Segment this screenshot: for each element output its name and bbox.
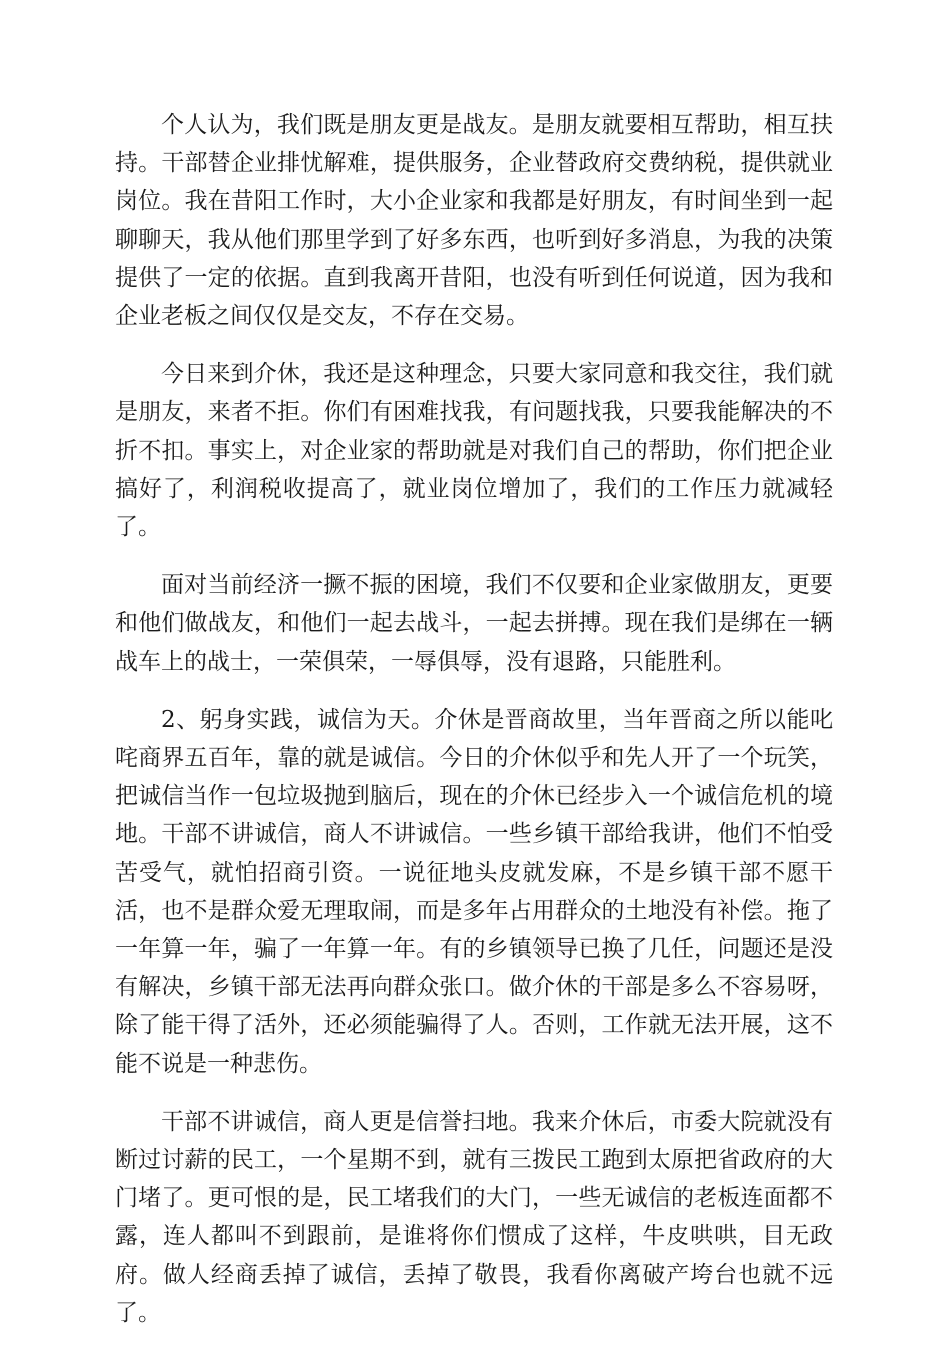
- document-body: [115, 106, 833, 1352]
- paragraph-economic-difficulty: 面对当前经济一撅不振的困境，我们不仅要和企业家做朋友，更要和他们做战友，和他们一起去战斗，一起去拼搏。现在我们是绑在一辆战车上的战士，一荣俱荣，一辱俱辱，没有退路，只能胜利。: [115, 572, 833, 675]
- paragraph-merchant-reputation: 干部不讲诚信，商人更是信誉扫地。我来介休后，市委大院就没有断过讨薪的民工，一个星期不到，就有三拨民工跑到太原把省政府的大门堵了。更可恨的是，民工堵我们的大门，一些无诚信的老板连面都不露，连人都叫不到跟前，是谁将你们惯成了这样，牛皮哄哄，目无政府。做人经商丢掉了诚信，丢掉了敬畏，我看你离破产垮台也就不远了。: [115, 1108, 833, 1326]
- paragraph-integrity-first: 2、躬身实践，诚信为天。介休是晋商故里，当年晋商之所以能叱咤商界五百年，靠的就是诚信。今日的介休似乎和先人开了一个玩笑，把诚信当作一包垃圾抛到脑后，现在的介休已经步入一个诚信危机的境地。干部不讲诚信，商人不讲诚信。一些乡镇干部给我讲，他们不怕受苦受气，就怕招商引资。一说征地头皮就发麻，不是乡镇干部不愿干活，也不是群众爱无理取闹，而是多年占用群众的土地没有补偿。拖了一年算一年，骗了一年算一年。有的乡镇领导已换了几任，问题还是没有解决，乡镇干部无法再向群众张口。做介休的干部是多么不容易呀，除了能干得了活外，还必须能骗得了人。否则，工作就无法开展，这不能不说是一种悲伤。: [115, 706, 833, 1077]
- paragraph-friends-and-comrades: 个人认为，我们既是朋友更是战友。是朋友就要相互帮助，相互扶持。干部替企业排忧解难，提供服务，企业替政府交费纳税，提供就业岗位。我在昔阳工作时，大小企业家和我都是好朋友，有时间坐到一起聊聊天，我从他们那里学到了好多东西，也听到好多消息，为我的决策提供了一定的依据。直到我离开昔阳，也没有听到任何说道，因为我和企业老板之间仅仅是交友，不存在交易。: [115, 112, 833, 330]
- paragraph-coming-to-jiexiu: 今日来到介休，我还是这种理念，只要大家同意和我交往，我们就是朋友，来者不拒。你们有困难找我，有问题找我，只要我能解决的不折不扣。事实上，对企业家的帮助就是对我们自己的帮助，你们把企业搞好了，利润税收提高了，就业岗位增加了，我们的工作压力就减轻了。: [115, 361, 833, 541]
